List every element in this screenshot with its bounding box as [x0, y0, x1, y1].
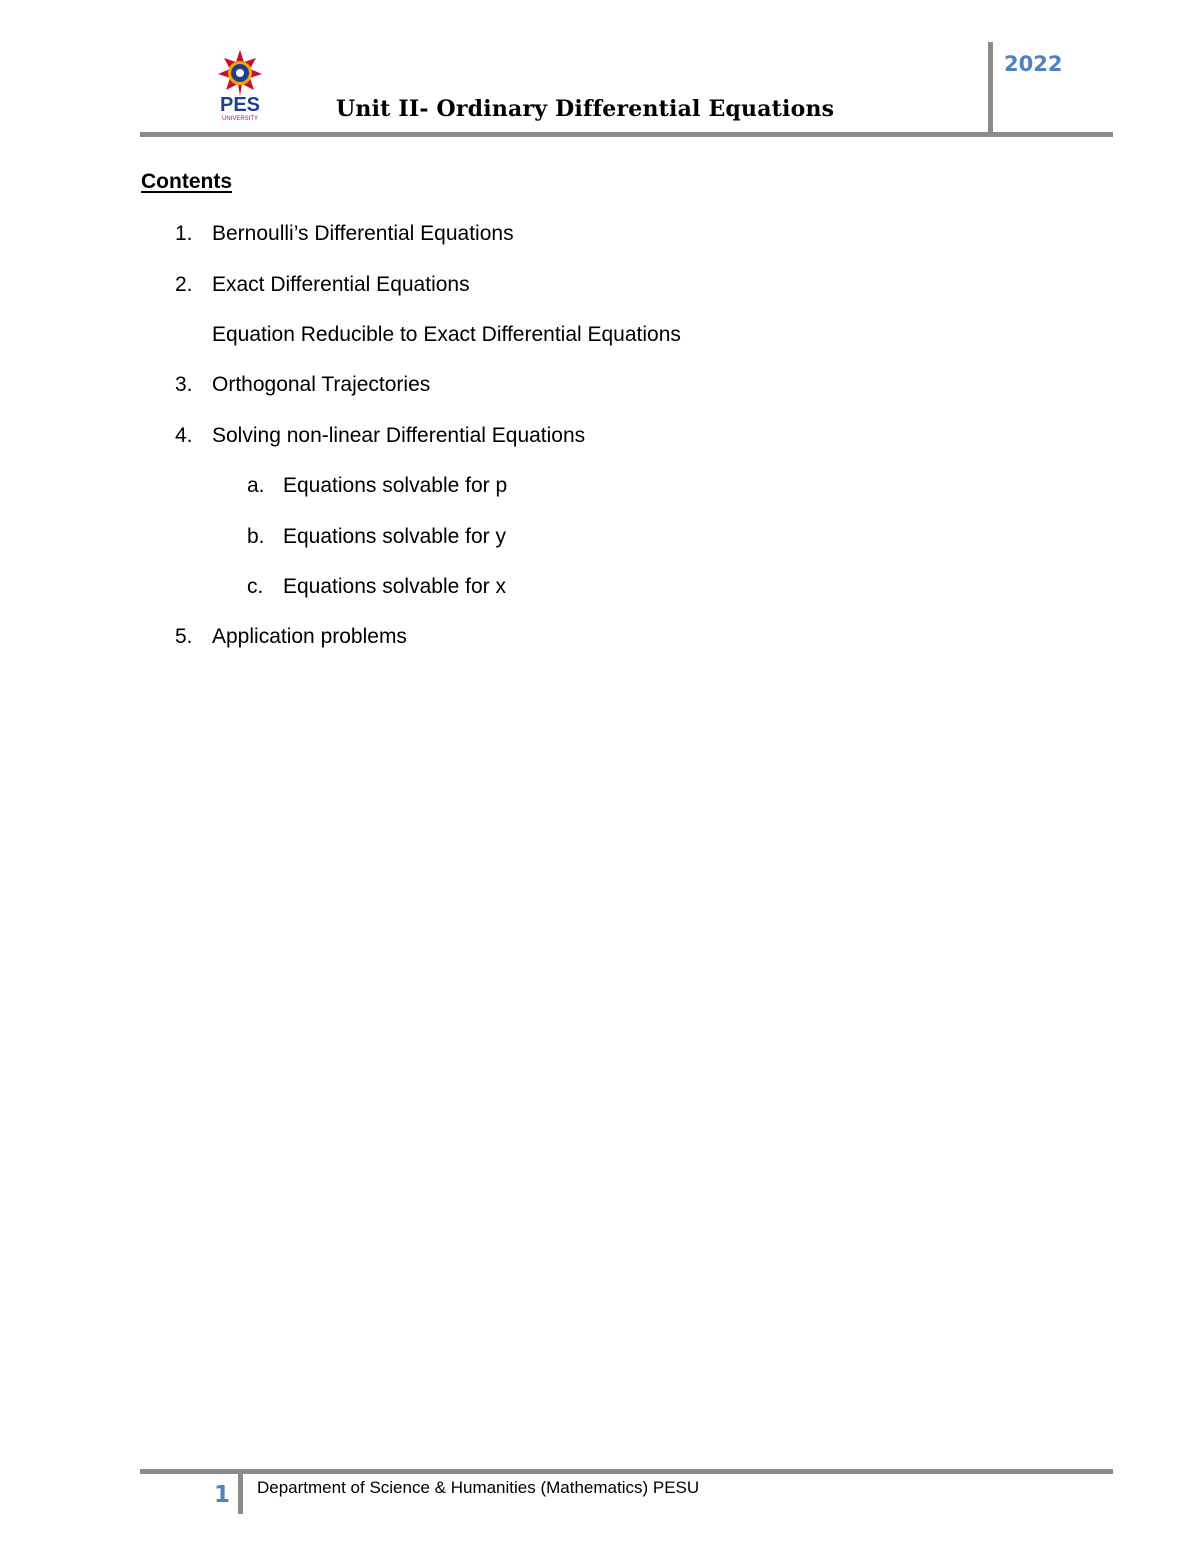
header-rule: [140, 132, 1113, 137]
list-item-letter: b.: [247, 525, 265, 548]
list-item-text: Equations solvable for x: [283, 575, 506, 598]
footer-department: Department of Science & Humanities (Mathematics) PESU: [257, 1478, 700, 1497]
list-item-text: Equations solvable for p: [283, 474, 508, 497]
document-title: Unit II- Ordinary Differential Equations: [336, 96, 835, 122]
footer-rule: [140, 1469, 1113, 1474]
list-item-text: Exact Differential Equations: [212, 273, 470, 296]
pes-university-logo: [208, 48, 272, 124]
list-item-text: Orthogonal Trajectories: [212, 373, 431, 396]
contents-heading: Contents: [141, 170, 232, 193]
page-number: 1: [214, 1482, 231, 1508]
list-item-text: Equations solvable for y: [283, 525, 506, 548]
pes-emblem-icon: [208, 48, 272, 124]
logo-subtext: UNIVERSITY: [221, 116, 259, 122]
list-item-letter: a.: [247, 474, 265, 497]
list-item-number: 5.: [175, 625, 193, 648]
list-item-letter: c.: [247, 575, 264, 598]
list-item-text: Equation Reducible to Exact Differential Equations: [212, 323, 681, 346]
list-item-number: 4.: [175, 424, 193, 447]
list-item-number: 2.: [175, 273, 193, 296]
list-item-number: 3.: [175, 373, 193, 396]
list-item-text: Solving non-linear Differential Equations: [212, 424, 586, 447]
footer-divider: [238, 1472, 243, 1514]
header-divider: [988, 42, 993, 136]
list-item-text: Bernoulli’s Differential Equations: [212, 222, 514, 245]
header-year: 2022: [1004, 52, 1063, 76]
logo-text: PES: [219, 94, 261, 116]
list-item-text: Application problems: [212, 625, 407, 648]
list-item-number: 1.: [175, 222, 193, 245]
